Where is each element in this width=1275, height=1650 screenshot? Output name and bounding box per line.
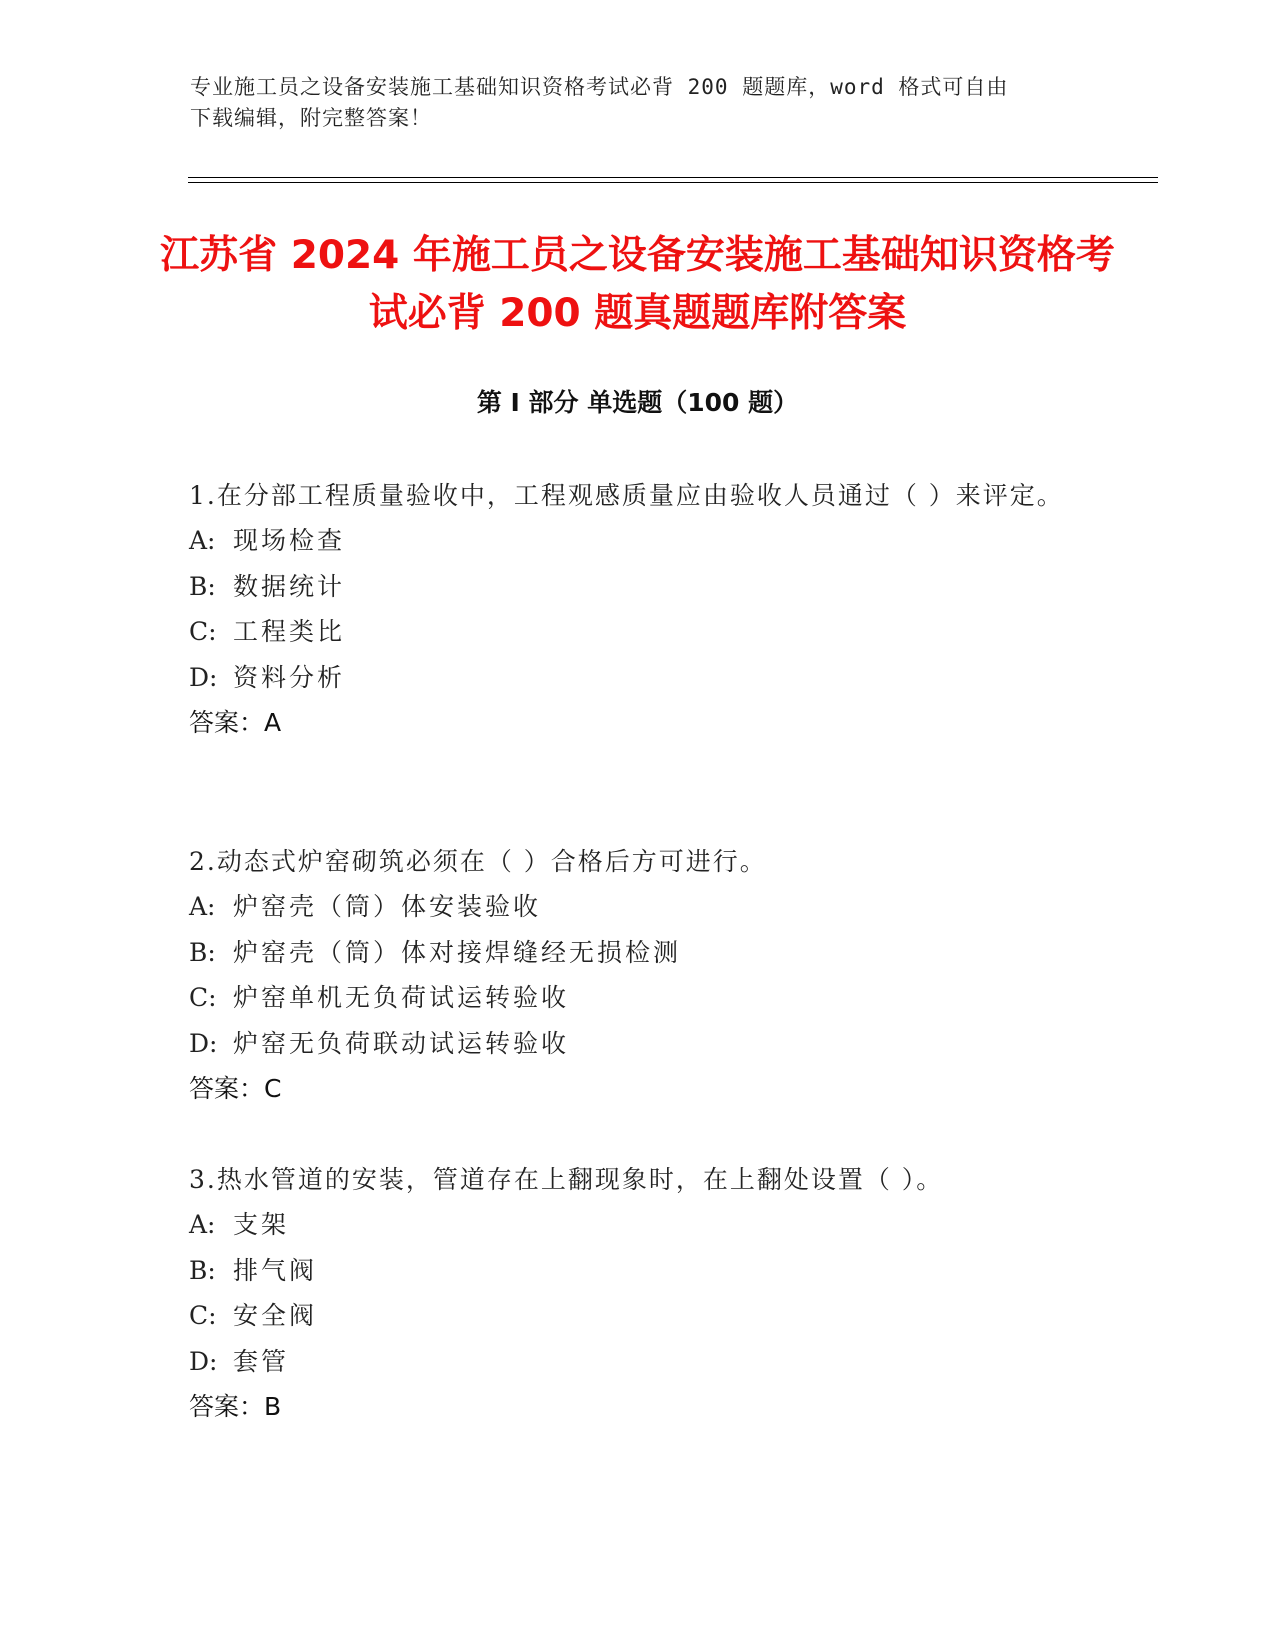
option-letter: A: bbox=[189, 1210, 216, 1239]
option-a bbox=[189, 518, 1089, 564]
option-text: 资料分析 bbox=[233, 662, 346, 692]
section-title: 第 I 部分 单选题（100 题） bbox=[476, 388, 799, 417]
option-letter: C: bbox=[189, 983, 217, 1012]
option-b bbox=[189, 1248, 1089, 1294]
question-stem: 3.热水管道的安装，管道存在上翻现象时，在上翻处设置（ ）。 bbox=[189, 1165, 944, 1194]
option-text: 炉窑无负荷联动试运转验收 bbox=[233, 1028, 570, 1058]
option-letter: B: bbox=[189, 571, 216, 601]
option-text: 安全阀 bbox=[233, 1301, 318, 1330]
option-letter: C: bbox=[189, 617, 217, 646]
option-text: 炉窑壳（筒）体对接焊缝经无损检测 bbox=[233, 937, 682, 967]
question-stem: 1.在分部工程质量验收中，工程观感质量应由验收人员通过（ ）来评定。 bbox=[189, 481, 1064, 510]
option-c bbox=[189, 609, 1089, 655]
option-a bbox=[189, 1202, 1089, 1248]
question-stem: 2.动态式炉窑砌筑必须在（ ）合格后方可进行。 bbox=[189, 847, 767, 876]
option-letter: A: bbox=[189, 526, 216, 555]
header-divider-top bbox=[188, 177, 1158, 178]
answer-line: 答案：B bbox=[189, 1392, 282, 1421]
option-d bbox=[189, 1021, 1089, 1067]
option-d bbox=[189, 655, 1089, 701]
document-title: 江苏省 2024 年施工员之设备安装施工基础知识资格考试必背 200 题真题题库附答案 bbox=[160, 233, 1115, 336]
option-letter: D: bbox=[189, 1346, 218, 1376]
option-text: 套管 bbox=[233, 1346, 290, 1376]
option-text: 数据统计 bbox=[233, 571, 346, 601]
option-letter: D: bbox=[189, 662, 218, 692]
option-text: 工程类比 bbox=[233, 617, 346, 646]
option-a bbox=[189, 884, 1089, 930]
option-text: 现场检查 bbox=[233, 526, 346, 555]
question-1 bbox=[189, 474, 1089, 746]
answer-line: 答案：C bbox=[189, 1074, 282, 1103]
option-letter: B: bbox=[189, 937, 216, 967]
option-letter: C: bbox=[189, 1301, 217, 1330]
option-b bbox=[189, 564, 1089, 610]
question-3 bbox=[189, 1158, 1089, 1430]
option-text: 排气阀 bbox=[233, 1255, 318, 1285]
option-b bbox=[189, 930, 1089, 976]
option-text: 炉窑壳（筒）体安装验收 bbox=[233, 892, 542, 921]
option-letter: A: bbox=[189, 892, 216, 921]
header-note: 专业施工员之设备安装施工基础知识资格考试必背 200 题题库，word 格式可自由 下载编辑，附完整答案！ bbox=[190, 75, 1009, 130]
option-letter: D: bbox=[189, 1028, 218, 1058]
option-text: 炉窑单机无负荷试运转验收 bbox=[233, 983, 570, 1012]
question-2 bbox=[189, 840, 1089, 1112]
option-c bbox=[189, 1293, 1089, 1339]
header-divider-bottom bbox=[188, 182, 1158, 183]
option-c bbox=[189, 975, 1089, 1021]
option-letter: B: bbox=[189, 1255, 216, 1285]
answer-line: 答案：A bbox=[189, 708, 282, 737]
option-d bbox=[189, 1339, 1089, 1385]
option-text: 支架 bbox=[233, 1210, 290, 1239]
